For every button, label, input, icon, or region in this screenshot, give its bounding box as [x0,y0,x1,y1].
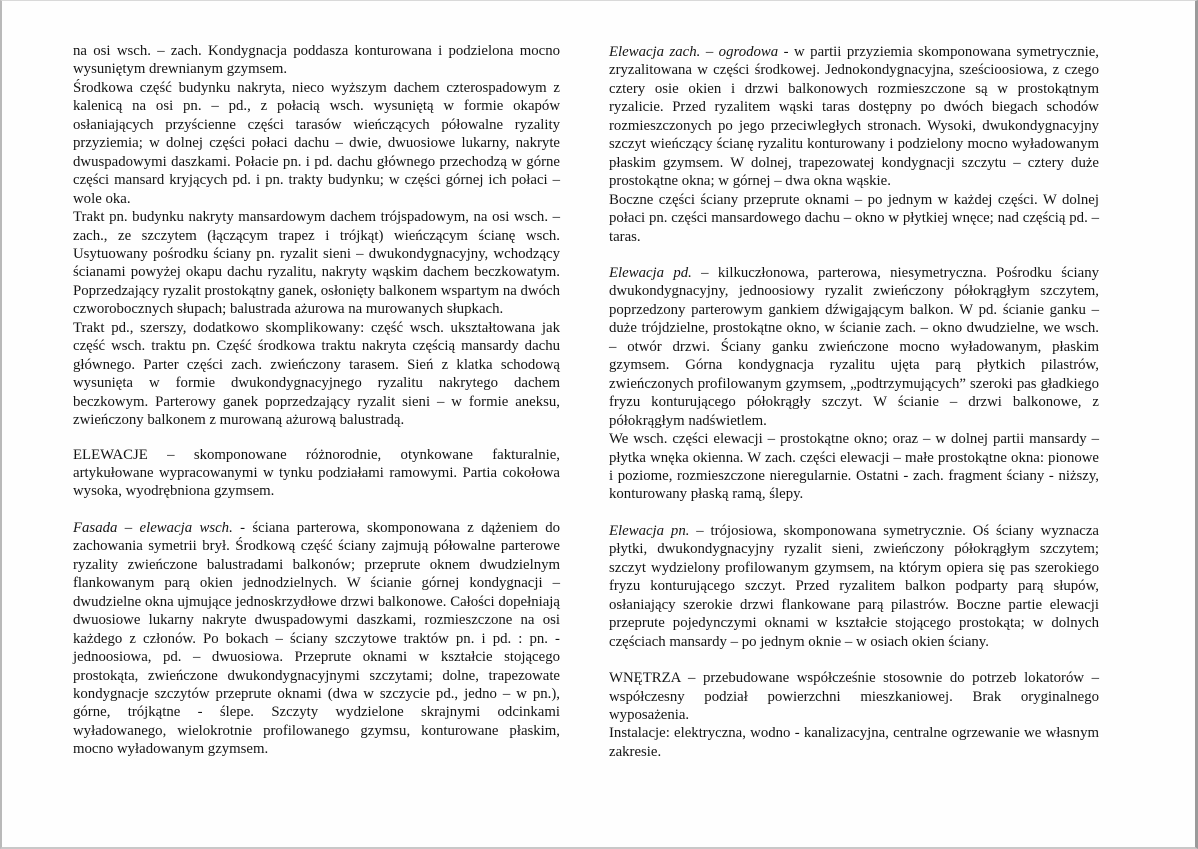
paragraph-central-roof: Środkowa część budynku nakryta, nieco wyższym dachem czterospadowym z kalenicą na osi pn. – pd., z połacią wsch. wysuniętą w formie okapów osłaniających przyścienne części tarasów wieńczących półowalne ryzality przyziemia; w dolnej części połaci dachu – dwie, dwuosiowe lukarny, nakryte dwuspadowymi daszkami. Połacie pn. i pd. dachu głównego przechodzą w górne części mansard kryjących pd. i pn. trakty budynku; w części górnej ich połaci – wole oka. [73,79,560,207]
paragraph-north-tract: Trakt pn. budynku nakryty mansardowym dachem trójspadowym, na osi wsch. – zach., ze szczytem (łączącym trapez i trójkąt) wieńczącym ścianę wsch. Usytuowany pośrodku ściany pn. ryzalit sieni – dwukondygnacyjny, wchodzący ścianami powyżej okapu dachu ryzalitu, nakryty wąskim dachem beczkowatym. Poprzedzający ryzalit prostokątny ganek, osłonięty balkonem wspartym na dwóch czworobocznych słupach; balustrada ażurowa na murowanych słupkach. [73,209,560,318]
paragraph-east-facade [73,519,560,759]
text-east-facade: - ściana parterowa, skomponowana z dążeniem do zachowania symetrii brył. Środkową część ściany zajmują półowalne parterowe ryzality zwieńczone balustradami balkonów; przeprute oknem dwudzielnym flankowanym parą okien jednodzielnych. W ścianie górnej kondygnacji – dwudzielne okna ujmujące jednoskrzydłowe drzwi balkonowe. Całości dopełniają dwuosiowe lukarny nakryte dwuspadowymi daszkami, rozmieszczone na osi każdego z członów. Po bokach – ściany szczytowe traktów pn. i pd. : pn. - jednoosiowa, pd. – dwuosiowa. Przeprute oknami w kształcie stojącego prostokąta, zwieńczone dwukondygnacyjnymi szczytami; dolne, trapezowate kondygnacje szczytów przeprute oknami (dwa w szczycie pd., jedno – w pn.), górne, trójkątne - ślepe. Szczyty wydzielone skrajnymi odcinkami wyładowanego, wielokrotnie profilowanego gzymsu, konturowane płaskim, mocno wyładowanym gzymsem. [73,519,560,758]
heading-south-elevation: Elewacja pd. [609,264,692,281]
paragraph-north-elevation [609,522,1099,651]
heading-east-facade: Fasada – elewacja wsch. [73,519,233,536]
paragraph-interiors: WNĘTRZA – przebudowane współcześnie stosownie do potrzeb lokatorów – współczesny podział powierzchni mieszkaniowej. Brak oryginalnego wyposażenia. [609,670,1099,723]
heading-north-elevation: Elewacja pn. [609,522,690,539]
paragraph-side-walls: Boczne części ściany przeprute oknami – po jednym w każdej części. W dolnej połaci pn. części mansardowego dachu – okno w płytkiej wnęce; nad częścią pd. – taras. [609,191,1099,245]
paragraph-roof-west: na osi wsch. – zach. Kondygnacja poddasza konturowana i podzielona mocno wysuniętym drewnianym gzymsem. [73,43,560,78]
paragraph-installations: Instalacje: elektryczna, wodno - kanalizacyjna, centralne ogrzewanie we własnym zakresie. [609,725,1099,760]
text-south-elevation: – kilkuczłonowa, parterowa, niesymetryczna. Pośrodku ściany dwukondygnacyjny, jednoosiowy ryzalit zwieńczony półokrągłym szczytem, poprzedzony parterowym gankiem dźwigającym balkon. W pd. ścianie ganku – duże trójdzielne, prostokątne okno, w ścianie zach. – okno dwudzielne, we wsch. – otwór drzwi. Ściany ganku zwieńczone mocno wyładowanym, płaskim gzymsem. Górna kondygnacja ryzalitu ujęta parą płytkich pilastrów, zwieńczonych profilowanym gzymsem, „podtrzymujących” szeroki pas gładkiego fryzu konturującego półokrągły szczyt. W ścianie – drzwi balkonowe, z półokrągłym nadświetlem. [609,264,1100,429]
paragraph-south-elevation [609,264,1099,430]
text-north-elevation: – trójosiowa, skomponowana symetrycznie. Oś ściany wyznacza płytki, dwukondygnacyjny ryzalit sieni, zwieńczony półokrągłym szczytem; szczyt wydzielony profilowanym gzymsem, na którym opiera się pas szerokiego fryzu konturującego szczyt. Przed ryzalitem balkon podparty parą słupów, osłaniający szerokie drzwi flankowane parą pilastrów. Boczne partie elewacji przeprute pojedynczymi oknami w kształcie stojącego prostokąta; w dolnych częściach mansardy – po jednym oknie – w osiach okien ściany. [609,522,1099,650]
right-column [609,43,1099,761]
paragraph-south-tract: Trakt pd., szerszy, dodatkowo skomplikowany: część wsch. ukształtowana jak część wsch. traktu pn. Część środkowa traktu nakryta częścią mansardy dachu głównego. Parter części zach. zwieńczony tarasem. Sień z klatka schodową wysunięta w formie dwukondygnacyjnego ryzalitu nakrytego dachem beczkowym. Parterowy ganek poprzedzający ryzalit sieni – w formie aneksu, zwieńczony balkonem z murowaną ażurową balustradą. [73,319,560,429]
left-column [73,42,560,759]
paragraph-west-elevation [609,43,1099,191]
paragraph-elevations: ELEWACJE – skomponowane różnorodnie, otynkowane fakturalnie, artykułowane wypracowanymi w tynku podziałami ramowymi. Partia cokołowa wysoka, wyodrębniona gzymsem. [73,446,560,500]
heading-west-elevation: Elewacja zach. – ogrodowa [609,44,779,60]
paragraph-east-part: We wsch. części elewacji – prostokątne okno; oraz – w dolnej partii mansardy – płytka wnęka okienna. W zach. części elewacji – małe prostokątne okna: pionowe i poziome, rozmieszczone nieregularnie. Ostatni - zach. fragment ściany - niższy, konturowany płaską ramą, ślepy. [609,431,1099,503]
text-west-elevation: - w partii przyziemia skomponowana symetrycznie, zryzalitowana w części środkowej. Jednokondygnacyjna, sześcioosiowa, z czego cztery osie okien i drzwi balkonowych rozmieszczone są w prostokątnym ryzalicie. Przed ryzalitem wąski taras dostępny po dwóch biegach schodów rozmieszczonych po jego przeciwległych stronach. Wysoki, dwukondygnacyjny szczyt wieńczący ścianę ryzalitu konturowany i podzielony mocno wyładowanym płaskim gzymsem. W dolnej, trapezowatej kondygnacji szczytu – cztery duże prostokątne okna; w górnej – dwa okna wąskie. [609,44,1099,190]
